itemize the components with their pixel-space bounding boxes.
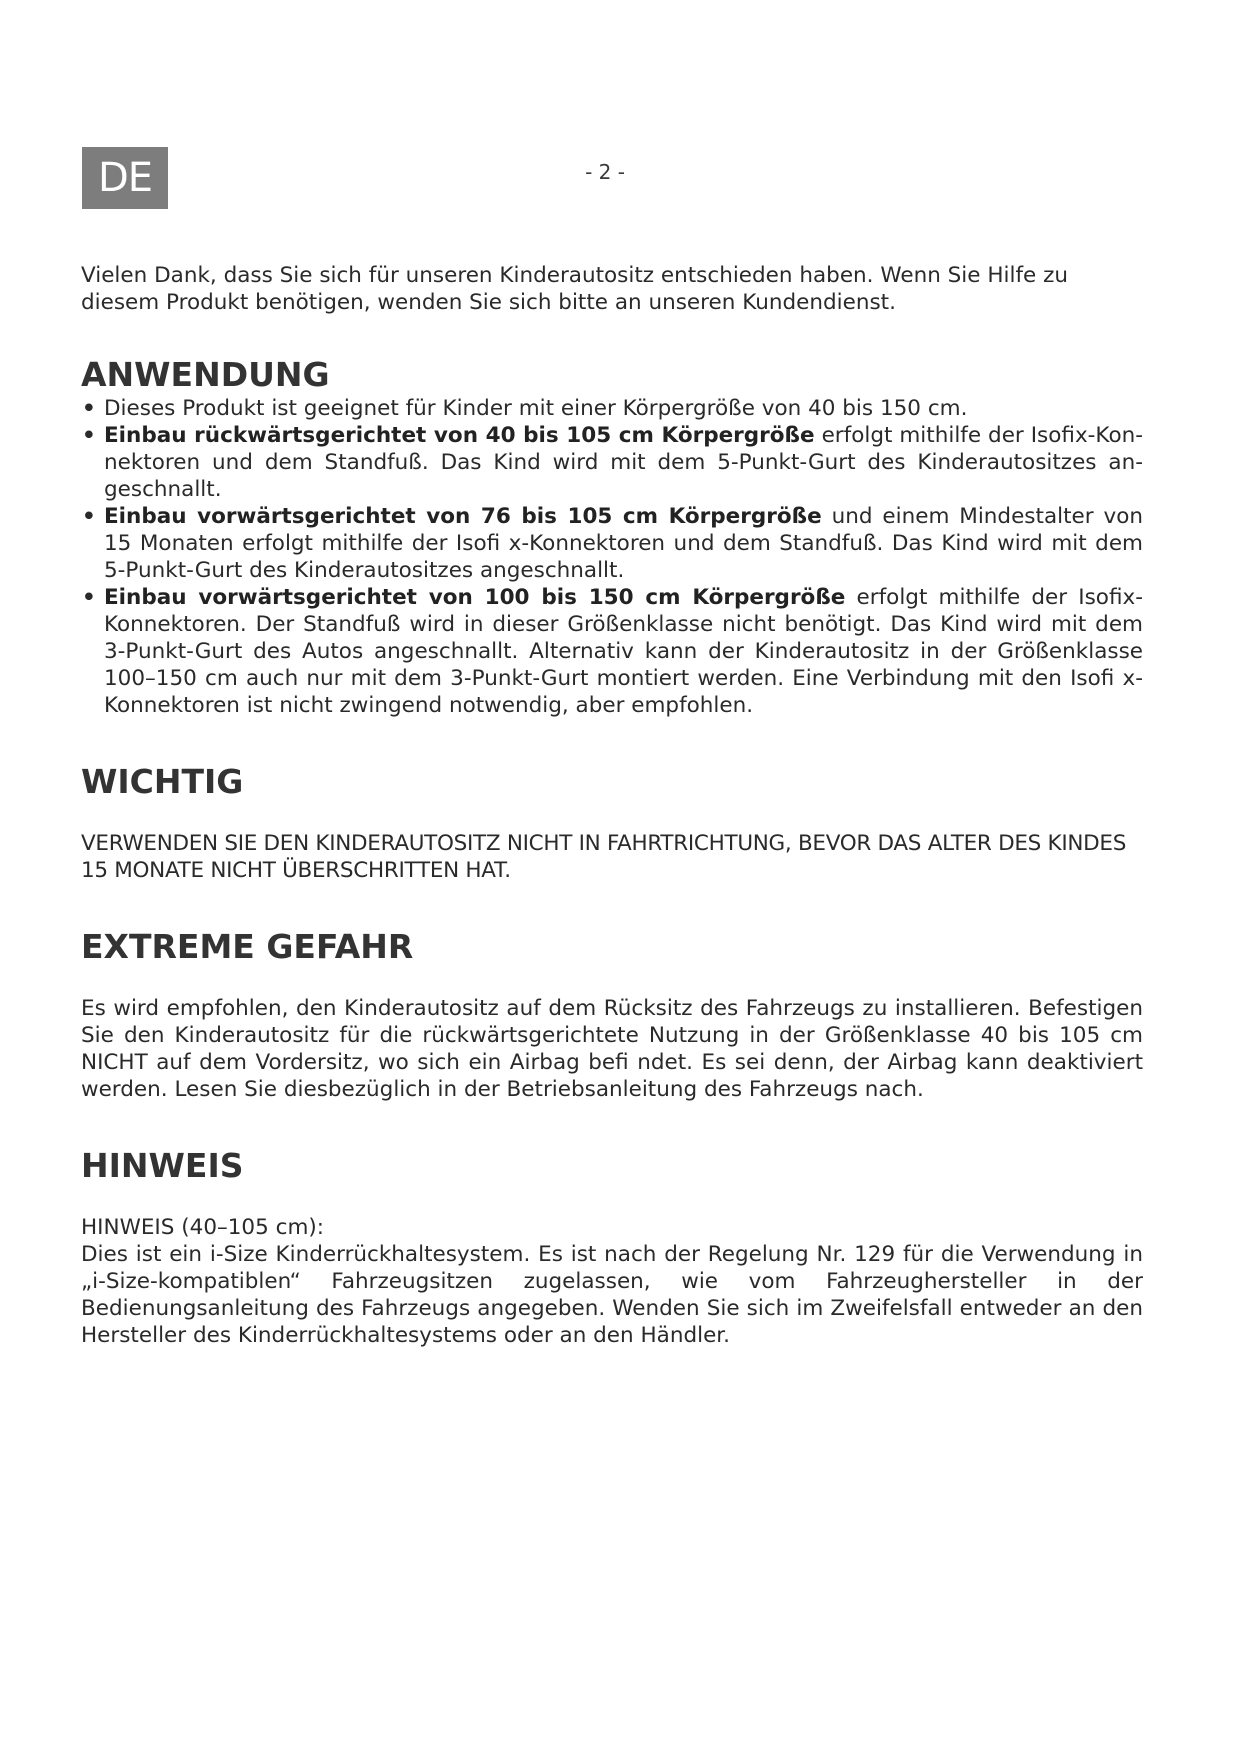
section-title-anwendung: ANWENDUNG — [81, 355, 330, 394]
bullet-icon: • — [82, 585, 96, 610]
list-item-bold: Einbau rückwärtsgerichtet von 40 bis 105 cm Körpergröße — [104, 423, 815, 448]
bullet-icon: • — [82, 504, 96, 529]
language-badge: DE — [82, 147, 168, 209]
list-item — [81, 395, 1143, 422]
list-item-text: erfolgt mithilfe der Isofix-Konnektoren. Der Standfuß wird in dieser Größenklasse nicht benötigt. Das Kind wird mit dem 3-Punkt-Gurt des Autos angeschnallt. Alternativ kann der Kinderautositz in der Größenklasse 100–150 cm auch nur mit dem 3-Punkt-Gurt montiert werden. Eine Verbindung mit den Isofi x-Konnektoren ist nicht zwingend notwendig, aber empfohlen. — [104, 585, 1143, 718]
bullet-icon: • — [82, 423, 96, 448]
intro-paragraph: Vielen Dank, dass Sie sich für unseren Kinderautositz entschieden haben. Wenn Sie Hilfe zu diesem Produkt benötigen, wenden Sie sich bitte an unseren Kundendienst. — [81, 263, 1068, 315]
anwendung-list — [81, 395, 1143, 719]
gefahr-paragraph: Es wird empfohlen, den Kinderautositz auf dem Rücksitz des Fahrzeugs zu installieren. Befestigen Sie den Kinderautositz für die rückwärtsgerichtete Nutzung in der Größenklasse 40 bis 105 cm NICHT auf dem Vordersitz, wo sich ein Airbag befi ndet. Es sei denn, der Airbag kann deaktiviert werden. Lesen Sie diesbezüglich in der Betriebsanleitung des Fahrzeugs nach. — [81, 996, 1143, 1102]
list-item-bold: Einbau vorwärtsgerichtet von 100 bis 150 cm Körpergröße — [104, 585, 846, 610]
list-item — [81, 584, 1143, 719]
document-body — [81, 262, 1143, 1349]
list-item-bold: Einbau vorwärtsgerichtet von 76 bis 105 cm Körpergröße — [104, 504, 822, 529]
list-item-text: Dieses Produkt ist geeignet für Kinder mit einer Körpergröße von 40 bis 150 cm. — [104, 396, 968, 421]
list-item — [81, 503, 1143, 584]
list-item-text: und einem Mindestalter von 15 Monaten erfolgt mithilfe der Isofi x-Konnektoren und dem Standfuß. Das Kind wird mit dem 5-Punkt-Gurt des Kinderautositzes angeschnallt. — [104, 504, 1143, 583]
page-number: - 2 - — [585, 160, 625, 184]
section-title-hinweis: HINWEIS — [81, 1146, 244, 1185]
hinweis-paragraph: Dies ist ein i-Size Kinderrückhaltesystem. Es ist nach der Regelung Nr. 129 für die Verwendung in „i-Size-kompatiblen“ Fahrzeugsitzen zugelassen, wie vom Fahrzeughersteller in der Bedienungsanleitung des Fahrzeugs angegeben. Wenden Sie sich im Zweifelsfall entweder an den Hersteller des Kinderrückhaltesystems oder an den Händler. — [81, 1242, 1143, 1348]
section-title-extreme-gefahr: EXTREME GEFAHR — [81, 927, 414, 966]
section-title-wichtig: WICHTIG — [81, 762, 244, 801]
list-item — [81, 422, 1143, 503]
hinweis-subtitle: HINWEIS (40–105 cm): — [81, 1215, 325, 1240]
list-item-text: erfolgt mithilfe der Isofix-Konnektoren und dem Standfuß. Das Kind wird mit dem 5-Punkt-Gurt des Kinderautositzes angeschnallt. — [104, 423, 1144, 502]
bullet-icon: • — [82, 396, 96, 421]
wichtig-paragraph: VERWENDEN SIE DEN KINDERAUTOSITZ NICHT IN FAHRTRICHTUNG, BEVOR DAS ALTER DES KINDES 15 MONATE NICHT ÜBERSCHRITTEN HAT. — [81, 831, 1127, 883]
